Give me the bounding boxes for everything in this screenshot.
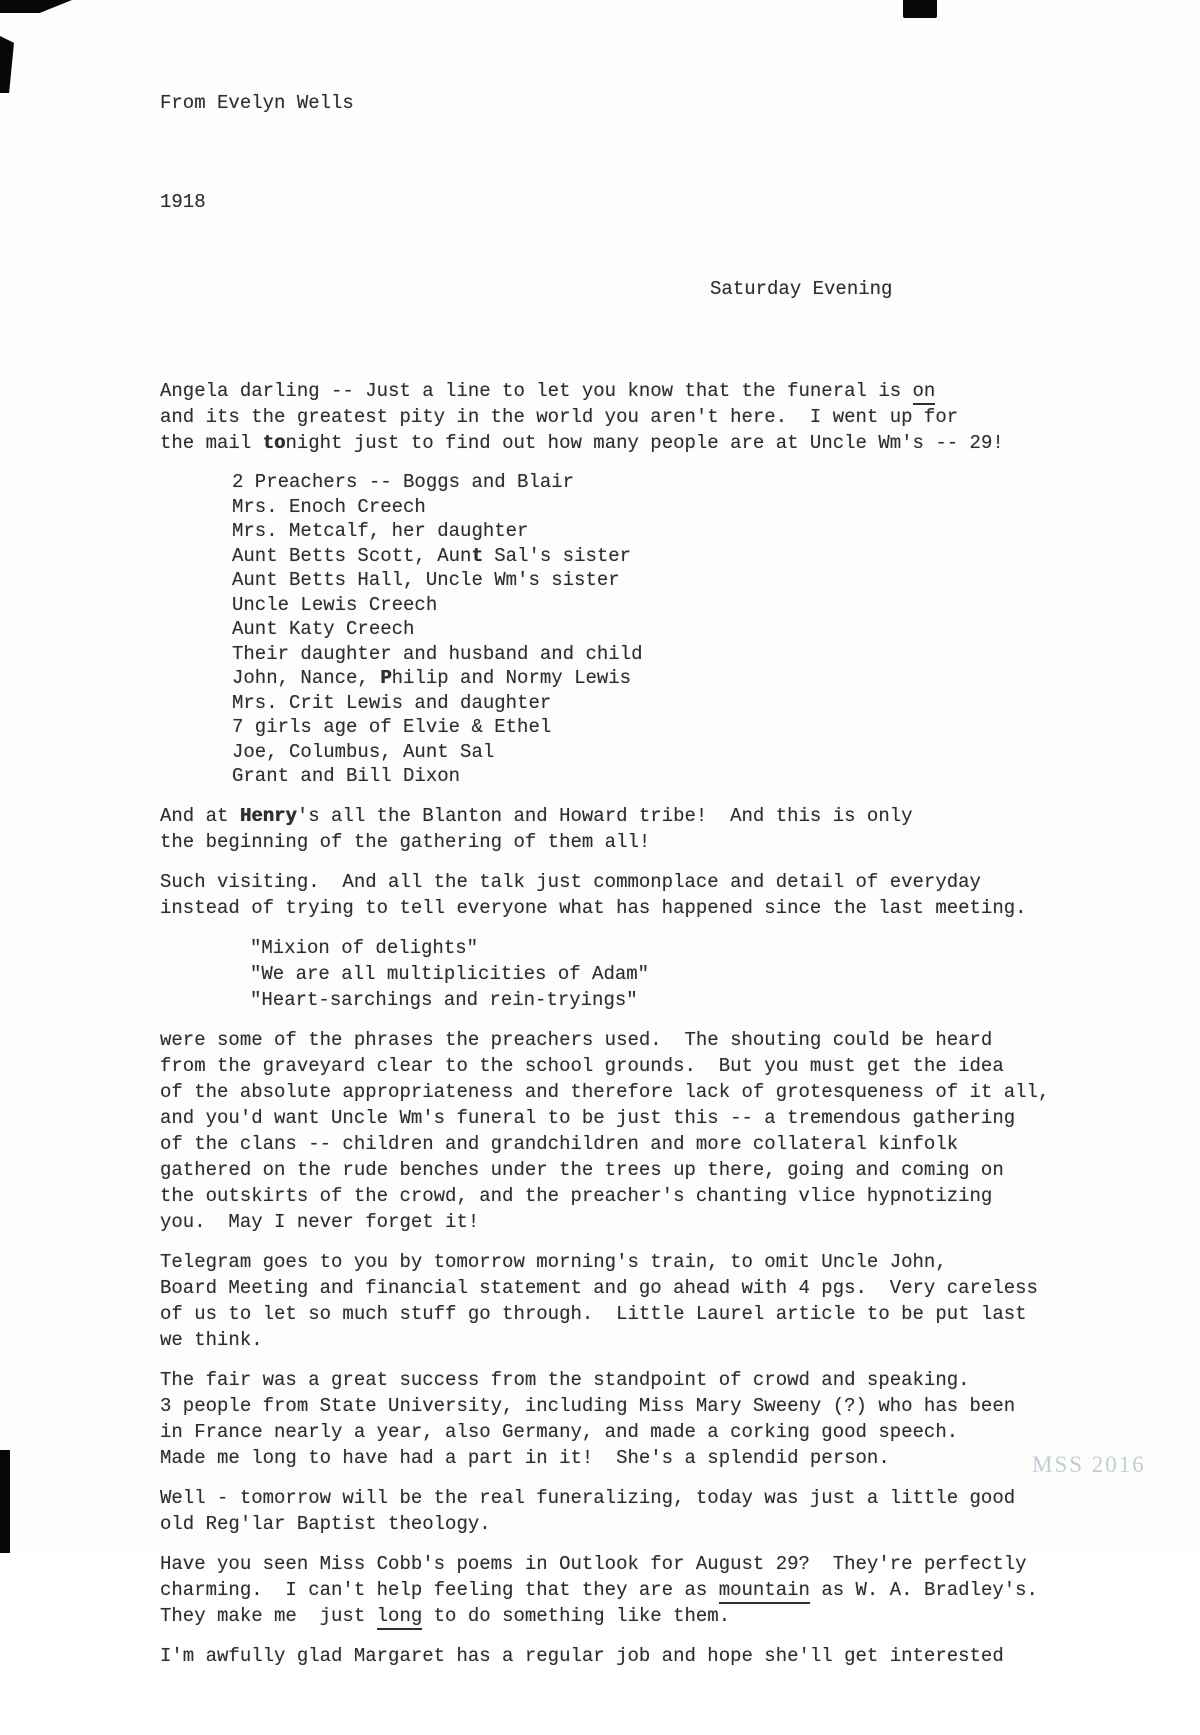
text-segment: Board Meeting and financial statement and go ahead with 4 pgs. Very careless	[160, 1276, 1038, 1299]
letter-line	[160, 1275, 1090, 1301]
text-segment: Aunt Katy Creech	[232, 618, 415, 640]
text-segment: Well - tomorrow will be the real funeralizing, today was just a little good	[160, 1486, 1016, 1509]
letter-line	[160, 1445, 1090, 1471]
letter-line	[232, 740, 1090, 765]
text-segment: from the graveyard clear to the school grounds. But you must get the idea	[160, 1054, 1004, 1077]
letter-line	[160, 1301, 1090, 1327]
letter-line	[160, 1131, 1090, 1157]
letter-line	[232, 764, 1090, 789]
letter-line	[232, 642, 1090, 667]
letter-line	[160, 1209, 1090, 1235]
funeral-description-paragraph	[160, 1027, 1090, 1235]
letter-line	[232, 617, 1090, 642]
letter-line	[160, 378, 1090, 404]
closing-paragraph	[160, 1643, 1090, 1669]
letter-dateline: Saturday Evening	[710, 278, 893, 300]
text-segment: Mrs. Enoch Creech	[232, 495, 426, 518]
text-segment: instead of trying to tell everyone what has happened since the last meeting.	[160, 896, 1027, 919]
text-segment: gathered on the rude benches under the trees up there, going and coming on	[160, 1158, 1004, 1181]
text-segment: charming. I can't help feeling that they are as	[160, 1578, 719, 1601]
text-segment: Telegram goes to you by tomorrow morning's train, to omit Uncle John,	[160, 1250, 947, 1273]
letter-line	[160, 1511, 1090, 1537]
text-segment: of the absolute appropriateness and therefore lack of grotesqueness of it all,	[160, 1080, 1050, 1103]
underlined-text: mountain	[719, 1579, 810, 1604]
text-segment: Uncle Lewis Creech	[232, 593, 438, 616]
letter-line	[160, 1485, 1090, 1511]
text-segment: and you'd want Uncle Wm's funeral to be just this -- a tremendous gathering	[160, 1106, 1016, 1129]
letter-line	[232, 495, 1090, 520]
text-segment: Aunt Betts Scott, Aun	[232, 544, 472, 567]
letter-line	[160, 1367, 1090, 1393]
letter-line	[232, 666, 1090, 691]
overstruck-text: Henry	[239, 804, 297, 827]
letter-line	[250, 961, 1090, 987]
letter-line	[160, 1079, 1090, 1105]
archive-watermark: MSS 2016	[1032, 1452, 1146, 1477]
text-segment: were some of the phrases the preachers used. The shouting could be heard	[160, 1028, 993, 1051]
letter-line	[160, 1551, 1090, 1577]
text-segment: Joe, Columbus, Aunt Sal	[232, 740, 495, 763]
text-segment: They make me just	[160, 1604, 377, 1627]
text-segment: And at	[160, 804, 240, 827]
cobb-poems-paragraph	[160, 1551, 1090, 1629]
text-segment: 2 Preachers -- Boggs and Blair	[232, 471, 575, 493]
preacher-quotes	[250, 935, 1090, 1013]
text-segment: "Mixion of delights"	[250, 936, 479, 959]
text-segment: Mrs. Metcalf, her daughter	[232, 520, 529, 542]
text-segment: The fair was a great success from the standpoint of crowd and speaking.	[160, 1368, 970, 1391]
overstruck-text: P	[380, 667, 392, 689]
visiting-paragraph	[160, 869, 1090, 921]
letter-line	[160, 1603, 1090, 1629]
text-segment: of the clans -- children and grandchildren and more collateral kinfolk	[160, 1132, 959, 1155]
text-segment: old Reg'lar Baptist theology.	[160, 1512, 491, 1535]
tomorrow-paragraph	[160, 1485, 1090, 1537]
letter-line	[160, 1327, 1090, 1353]
letter-body	[160, 378, 1090, 1669]
letter-line	[160, 829, 1090, 855]
letter-line	[160, 404, 1090, 430]
letter-line	[232, 470, 1090, 495]
underlined-text: long	[377, 1605, 423, 1630]
text-segment: we think.	[160, 1328, 263, 1351]
text-segment: Aunt Betts Hall, Uncle Wm's sister	[232, 569, 620, 591]
letter-line	[160, 895, 1090, 921]
letter-line	[232, 568, 1090, 593]
scan-artifact-top-left	[0, 0, 72, 13]
text-segment: Have you seen Miss Cobb's poems in Outlook for August 29? They're perfectly	[160, 1552, 1027, 1575]
letter-line	[160, 430, 1090, 456]
letter-line	[232, 715, 1090, 740]
text-segment: Such visiting. And all the talk just commonplace and detail of everyday	[160, 870, 981, 893]
text-segment: in France nearly a year, also Germany, and made a corking good speech.	[160, 1420, 959, 1443]
text-segment: the mail	[160, 432, 263, 454]
text-segment: hilip and Normy Lewis	[391, 667, 632, 689]
text-segment: John, Nance,	[232, 667, 381, 689]
underlined-text: on	[913, 380, 936, 405]
text-segment: as W. A. Bradley's.	[809, 1578, 1038, 1601]
letter-line	[160, 1183, 1090, 1209]
letter-line	[160, 1419, 1090, 1445]
telegram-paragraph	[160, 1249, 1090, 1353]
letter-line	[160, 1157, 1090, 1183]
text-segment: I'm awfully glad Margaret has a regular job and hope she'll get interested	[160, 1644, 1004, 1667]
scan-artifact-top-right	[903, 0, 937, 18]
text-segment: 3 people from State University, including Miss Mary Sweeny (?) who has been	[160, 1394, 1016, 1417]
letter-line	[232, 593, 1090, 618]
scan-artifact-left-edge	[0, 36, 14, 93]
text-segment: you. May I never forget it!	[160, 1210, 480, 1233]
text-segment: and its the greatest pity in the world you aren't here. I went up for	[160, 406, 959, 428]
letter-line	[160, 1393, 1090, 1419]
letter-line	[232, 544, 1090, 569]
text-segment: to do something like them.	[422, 1604, 731, 1627]
letter-line	[160, 1643, 1090, 1669]
letter-line	[250, 935, 1090, 961]
text-segment: the beginning of the gathering of them all!	[160, 830, 651, 853]
fair-paragraph	[160, 1367, 1090, 1471]
henrys-paragraph	[160, 803, 1090, 855]
text-segment: 's all the Blanton and Howard tribe! And this is only	[296, 804, 913, 827]
text-segment: Mrs. Crit Lewis and daughter	[232, 691, 552, 714]
text-segment: Sal's sister	[482, 544, 632, 567]
letter-content	[160, 38, 1090, 1735]
text-segment: Their daughter and husband and child	[232, 642, 643, 665]
text-segment: of us to let so much stuff go through. Little Laurel article to be put last	[160, 1302, 1027, 1325]
text-segment: Angela darling -- Just a line to let you know that the funeral is	[160, 380, 913, 402]
letter-line	[160, 1249, 1090, 1275]
letter-line	[232, 519, 1090, 544]
text-segment: Made me long to have had a part in it! She's a splendid person.	[160, 1446, 890, 1469]
text-segment: "Heart-sarchings and rein-tryings"	[250, 988, 638, 1011]
opening-paragraph	[160, 378, 1090, 456]
scan-artifact-bottom-left	[0, 1450, 10, 1553]
letter-line	[160, 869, 1090, 895]
letter-line	[232, 691, 1090, 716]
letter-sender: From Evelyn Wells	[160, 92, 354, 114]
letter-line	[160, 1027, 1090, 1053]
text-segment: Grant and Bill Dixon	[232, 765, 461, 787]
letter-line	[160, 1053, 1090, 1079]
attendee-list	[232, 470, 1090, 789]
text-segment: 7 girls age of Elvie & Ethel	[232, 716, 552, 738]
text-segment: night just to find out how many people are at Uncle Wm's -- 29!	[285, 432, 1004, 454]
letter-line	[160, 1577, 1090, 1603]
text-segment: "We are all multiplicities of Adam"	[250, 962, 650, 985]
letter-line	[160, 803, 1090, 829]
text-segment: the outskirts of the crowd, and the preacher's chanting vlice hypnotizing	[160, 1184, 993, 1207]
letter-year: 1918	[160, 191, 206, 213]
overstruck-text: t	[471, 544, 483, 567]
letter-line	[250, 987, 1090, 1013]
letter-line	[160, 1105, 1090, 1131]
overstruck-text: to	[262, 432, 286, 454]
